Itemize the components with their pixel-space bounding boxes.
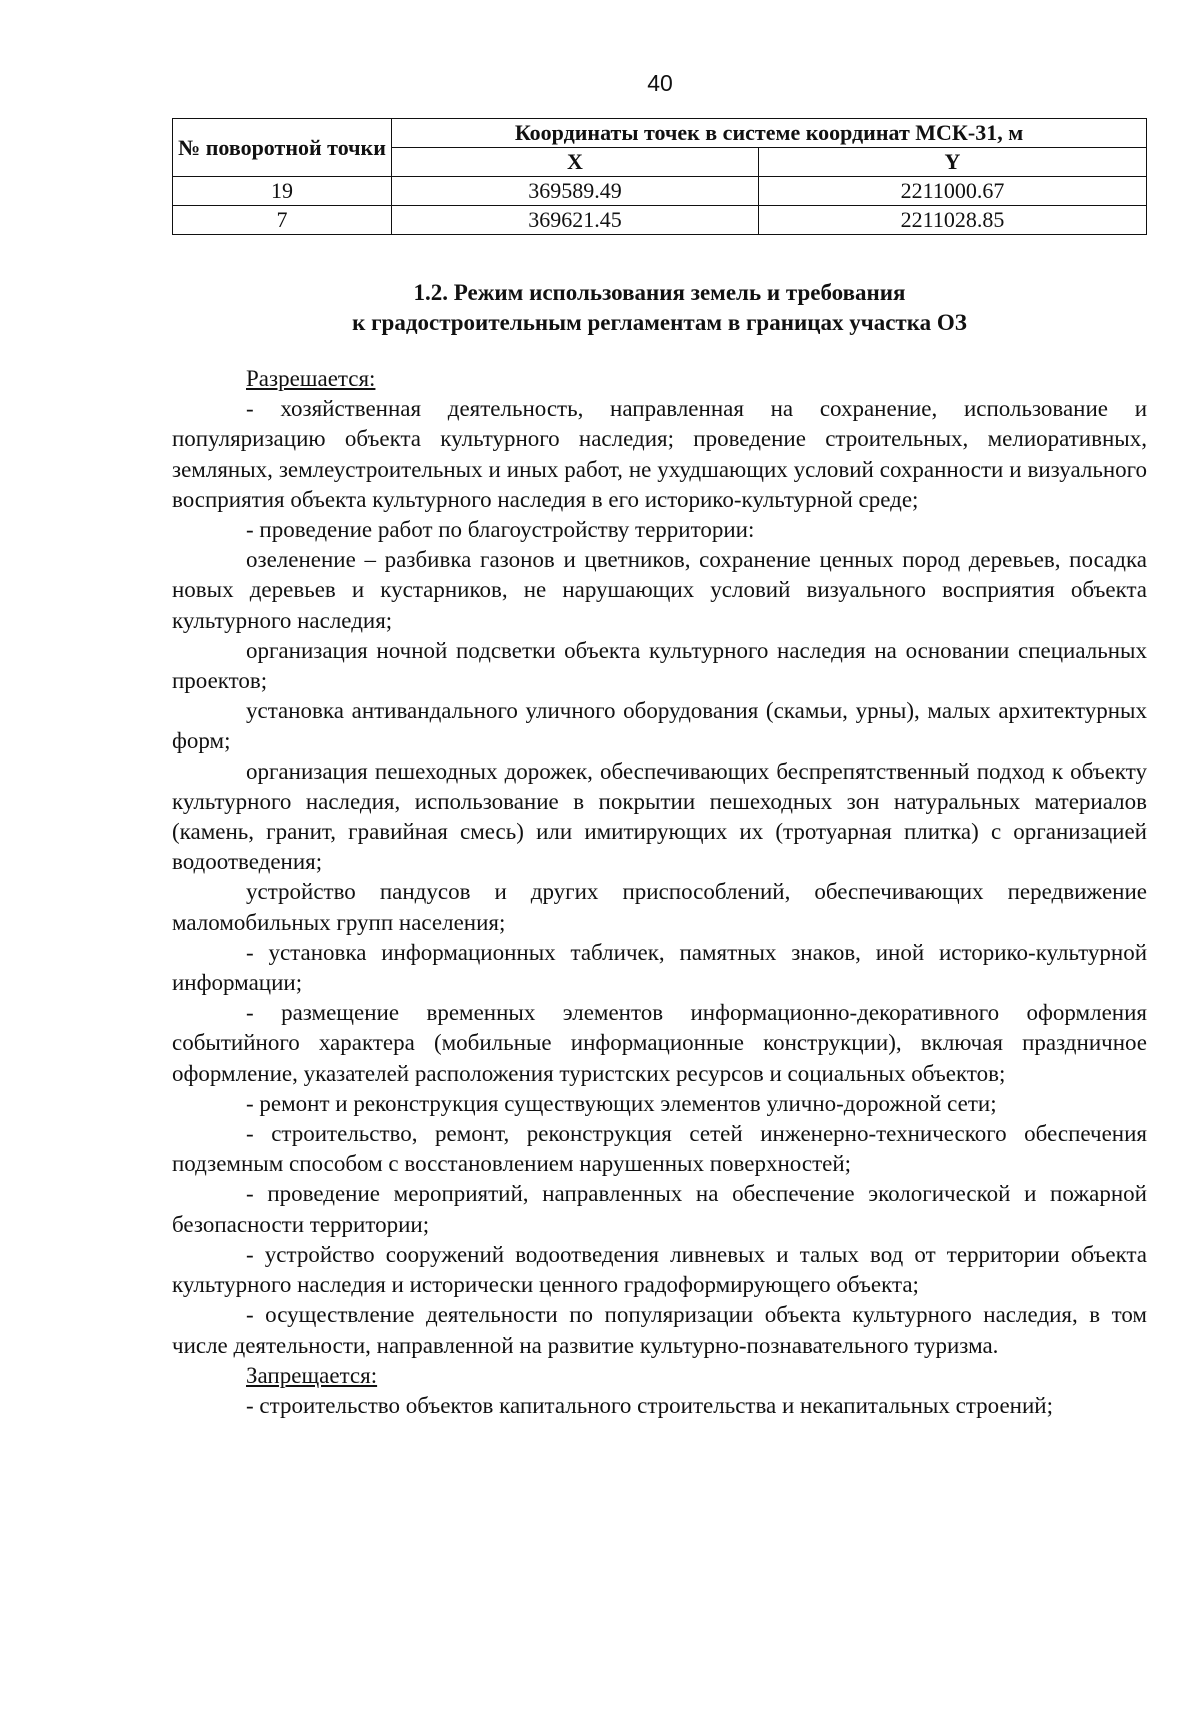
section-title-line1: 1.2. Режим использования земель и требования [413, 280, 906, 305]
cell-x: 369589.49 [392, 177, 759, 206]
permitted-item: организация ночной подсветки объекта культурного наследия на основании специальных проектов; [172, 637, 1147, 694]
permitted-item: - хозяйственная деятельность, направленная на сохранение, использование и популяризацию объекта культурного наследия; проведение строительных, мелиоративных, земляных, землеустроительных и иных работ, не ухудшающих условий сохранности и визуального восприятия объекта культурного наследия в его историко-культурной среде; [172, 396, 1147, 512]
header-coordinates: Координаты точек в системе координат МСК-31, м [392, 119, 1147, 148]
cell-x: 369621.45 [392, 206, 759, 235]
permitted-item: установка антивандального уличного оборудования (скамьи, урны), малых архитектурных форм; [172, 698, 1147, 754]
header-x: X [392, 148, 759, 177]
coordinates-table [172, 118, 1147, 235]
cell-point: 7 [173, 206, 392, 235]
permitted-item: - проведение работ по благоустройству территории: [246, 517, 755, 543]
permitted-item: озеленение – разбивка газонов и цветников, сохранение ценных пород деревьев, посадка новых деревьев и кустарников, не нарушающих условий визуального восприятия объекта культурного наследия; [172, 547, 1147, 633]
permitted-item: устройство пандусов и других приспособлений, обеспечивающих передвижение маломобильных групп населения; [172, 879, 1147, 935]
cell-y: 2211000.67 [759, 177, 1147, 206]
cell-point: 19 [173, 177, 392, 206]
section-title-line2: к градостроительным регламентам в границах участка ОЗ [352, 310, 967, 335]
permitted-item: - установка информационных табличек, памятных знаков, иной историко-культурной информации; [172, 939, 1147, 996]
permitted-item: - проведение мероприятий, направленных на обеспечение экологической и пожарной безопасности территории; [172, 1181, 1147, 1237]
table-row [173, 206, 1147, 235]
permitted-item: - устройство сооружений водоотведения ливневых и талых вод от территории объекта культурного наследия и исторически ценного градоформирующего объекта; [172, 1241, 1147, 1298]
document-body [172, 364, 1147, 1421]
permitted-item: - осуществление деятельности по популяризации объекта культурного наследия, в том числе деятельности, направленной на развитие культурно-познавательного туризма. [172, 1302, 1147, 1358]
table-row [173, 177, 1147, 206]
cell-y: 2211028.85 [759, 206, 1147, 235]
header-y: Y [759, 148, 1147, 177]
permitted-item: - размещение временных элементов информационно-декоративного оформления событийного характера (мобильные информационные конструкции), включая праздничное оформление, указателей расположения туристских ресурсов и социальных объектов; [172, 1000, 1147, 1086]
prohibited-label: Запрещается: [246, 1362, 378, 1388]
prohibited-item: - строительство объектов капитального строительства и некапитальных строений; [246, 1392, 1053, 1418]
permitted-item: - ремонт и реконструкция существующих элементов улично-дорожной сети; [246, 1090, 997, 1116]
header-point-number: № поворотной точки [173, 119, 392, 177]
permitted-label: Разрешается: [246, 366, 376, 391]
section-heading [172, 278, 1147, 338]
table-header-row [173, 119, 1147, 148]
permitted-item: - строительство, ремонт, реконструкция сетей инженерно-технического обеспечения подземным способом с восстановлением нарушенных поверхностей; [172, 1121, 1147, 1177]
permitted-item: организация пешеходных дорожек, обеспечивающих беспрепятственный подход к объекту культурного наследия, использование в покрытии пешеходных зон натуральных материалов (камень, гранит, гравийная смесь) или имитирующих их (тротуарная плитка) с организацией водоотведения; [172, 758, 1147, 875]
page-number: 40 [647, 70, 673, 96]
